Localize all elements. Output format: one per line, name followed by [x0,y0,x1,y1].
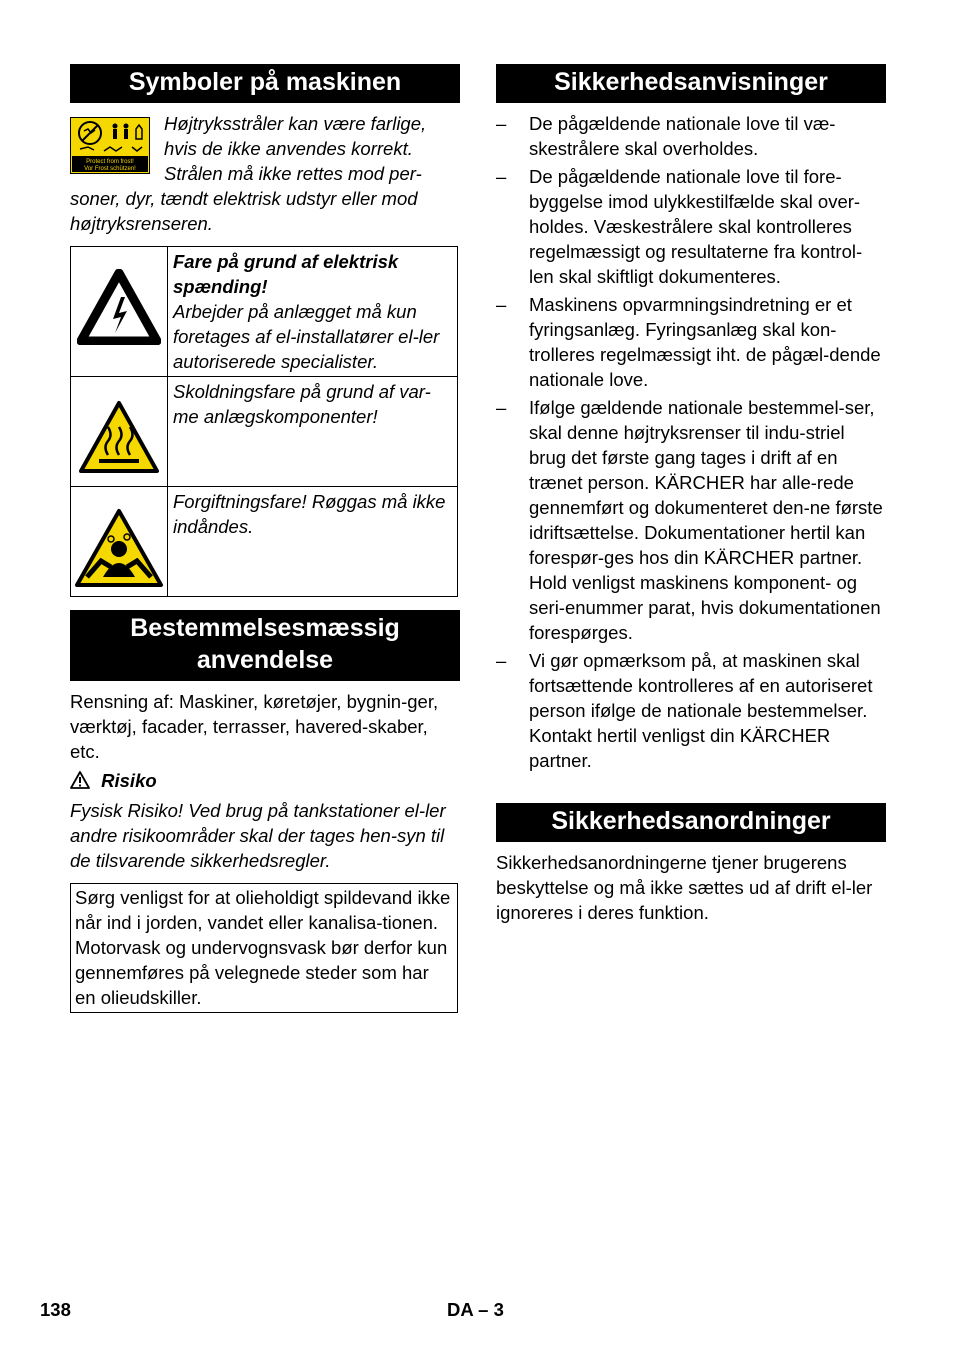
oil-notice-box [70,883,458,1013]
symbols-intro-line-3: Strålen må ikke rettes mod per- [164,163,422,184]
safety-bullet: – Ifølge gældende nationale bestemmel-ser, skal denne højtryksrenser til indu-striel brug det første gang tages i drift af en trænet person. KÄRCHER har alle-rede gennemført og dokumenteret den-ne første idriftsættelse. Dokumentationer hertil kan forespør-ges hos din KÄRCHER partner. Hold venligst maskinens komponent- og seri-enummer parat, hvis dokumentationen forespørges. [496,397,883,643]
symbol-cell-toxic [71,487,168,597]
safety-bullet-text: De pågældende nationale love til fore-byggelse imod ulykkestilfælde skal over-holdes. Væskestrålere skal kontrolleres regelmæssigt og resultaterne fra kontrol-len skal skiftligt dokumenteres. [529,166,863,287]
safety-section-header: Sikkerhedsanvisninger [496,64,886,103]
symbols-intro-line-2: hvis de ikke anvendes korrekt. [164,138,413,159]
risk-label-row [70,768,157,793]
symbol-row-hot [71,377,458,487]
symbols-section-header: Symboler på maskinen [70,64,460,103]
usage-section-header [70,610,460,681]
symbol-cell-electric [71,247,168,377]
safety-bullet-text: Ifølge gældende nationale bestemmel-ser, skal denne højtryksrenser til indu-striel brug det første gang tages i drift af en trænet person. KÄRCHER har alle-rede gennemført og dokumenteret den-ne første idriftsættelse. Dokumentationer hertil kan forespør-ges hos din KÄRCHER partner. Hold venligst maskinens komponent- og seri-enummer parat, hvis dokumentationen forespørges. [529,397,883,643]
machine-warning-label-icon [70,117,150,174]
safety-bullet: – De pågældende nationale love til væ-skestrålere skal overholdes. [496,113,836,159]
usage-header-line-1: Bestemmelsesmæssig [130,614,400,642]
symbol-text-electric [168,247,458,377]
oil-notice-text: Sørg venligst for at olieholdigt spildevand ikke når ind i jorden, vandet eller kanalisa-tionen. Motorvask og undervognsvask bør derfor kun gennemføres på velegnede steder som har en olieudskiller. [75,887,451,1008]
risk-text: Fysisk Risiko! Ved brug på tankstationer el-ler andre risikoområder skal der tages hen-syn til de tilsvarende sikkerhedsregler. [70,800,446,871]
symbol-text-hot [168,377,458,487]
usage-header-line-2: anvendelse [196,646,334,674]
safety-bullet: – Vi gør opmærksom på, at maskinen skal fortsættende kontrolleres af en autoriseret person ifølge de nationale bestemmelser. Kontakt hertil venligst din KÄRCHER partner. [496,650,873,771]
electric-hazard-text: Arbejder på anlægget må kun foretages af el-installatører el-ler autoriserede specialister. [173,301,440,372]
symbols-intro-rest: soner, dyr, tændt elektrisk udstyr eller mod højtryksrenseren. [70,188,418,234]
devices-text: Sikkerhedsanordningerne tjener brugerens beskyttelse og må ikke sættes ud af drift el-ler ignoreres i deres funktion. [496,852,873,923]
symbol-cell-hot [71,377,168,487]
page-number: 138 [40,1299,71,1320]
machine-label-line-2: Vor Frost schützen! [84,166,136,172]
symbols-table [70,246,458,597]
symbols-intro-line-1: Højtryksstråler kan være farlige, [164,113,427,134]
toxic-fumes-icon [73,507,165,589]
hot-surface-text: Skoldningsfare på grund af var-me anlægskomponenter! [173,381,431,427]
page-label: DA – 3 [447,1299,504,1320]
symbol-row-toxic [71,487,458,597]
safety-bullet: – Maskinens opvarmningsindretning er et fyringsanlæg. Fyringsanlæg skal kon-trolleres regelmæssigt iht. de pågæl-dende nationale love. [496,294,881,390]
symbol-text-toxic [168,487,458,597]
safety-bullet-list [496,111,886,776]
electric-hazard-icon [77,269,161,345]
safety-bullet-text: Vi gør opmærksom på, at maskinen skal fortsættende kontrolleres af en autoriseret person ifølge de nationale bestemmelser. Kontakt hertil venligst din KÄRCHER partner. [529,650,873,771]
electric-hazard-title: Fare på grund af elektrisk spænding! [173,251,399,297]
hot-surface-icon [77,399,161,475]
risk-label: Risiko [101,770,157,791]
toxic-fumes-text: Forgiftningsfare! Røggas må ikke indåndes. [173,491,446,537]
usage-text: Rensning af: Maskiner, køretøjer, bygnin-ger, værktøj, facader, terrasser, havered-skaber, etc. [70,691,439,762]
devices-section-header: Sikkerhedsanordninger [496,803,886,842]
safety-bullet-text: De pågældende nationale love til væ-skestrålere skal overholdes. [529,113,836,159]
symbol-row-electric [71,247,458,377]
safety-bullet-text: Maskinens opvarmningsindretning er et fyringsanlæg. Fyringsanlæg skal kon-trolleres regelmæssigt iht. de pågæl-dende nationale love. [529,294,881,390]
warning-triangle-icon [70,771,90,789]
safety-bullet: – De pågældende nationale love til fore-byggelse imod ulykkestilfælde skal over-holdes. Væskestrålere skal kontrolleres regelmæssigt og resultaterne fra kontrol-len skal skiftligt dokumenteres. [496,166,863,287]
machine-label-line-1: Protect from frost! [86,159,134,165]
